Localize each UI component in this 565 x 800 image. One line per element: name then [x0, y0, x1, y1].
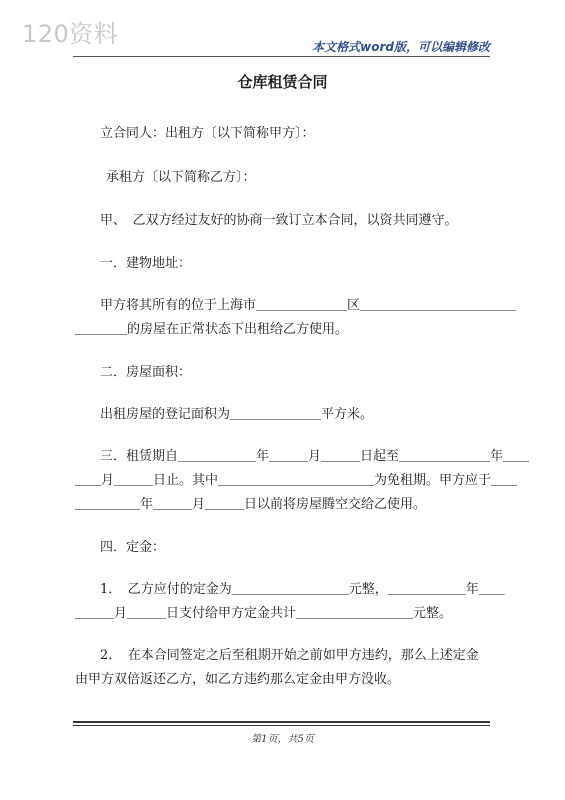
section-heading-area: 二．房屋面积：: [100, 365, 192, 380]
paragraph-term-line2: ＿＿月＿＿＿日止。其中＿＿＿＿＿＿＿＿＿＿＿＿为免租期。甲方应于＿＿: [75, 473, 518, 488]
footer-rule-thin: [73, 725, 490, 726]
paragraph-deposit1-line2: ＿＿＿月＿＿＿日支付给甲方定金共计＿＿＿＿＿＿＿＿＿元整。: [75, 606, 453, 621]
footer-rule-thick: [73, 721, 490, 723]
watermark: 120资料: [22, 20, 119, 48]
section-heading-address: 一．建物地址：: [100, 256, 192, 271]
paragraph-area: 出租房屋的登记面积为＿＿＿＿＿＿＿平方米。: [100, 407, 374, 422]
paragraph-term-line1: 三．租赁期自＿＿＿＿＿＿年＿＿＿月＿＿＿日起至＿＿＿＿＿＿＿年＿＿: [100, 449, 530, 464]
document-title: 仓库租赁合同: [237, 73, 328, 91]
paragraph-deposit2-line2: 由甲方双倍返还乙方，如乙方违约那么定金由甲方没收。: [75, 672, 401, 687]
paragraph-address-line2: ＿＿＿＿的房屋在正常状态下出租给乙方使用。: [75, 322, 349, 337]
paragraph-party-b: 承租方〔以下简称乙方〕：: [106, 170, 256, 185]
paragraph-deposit2-line1: 2． 在本合同签定之后至租期开始之前如甲方违约，那么上述定金: [100, 648, 479, 663]
paragraph-term-line3: ＿＿＿＿＿年＿＿＿月＿＿＿日以前将房屋腾空交给乙使用。: [75, 497, 427, 512]
paragraph-agreement: 甲、 乙双方经过友好的协商一致订立本合同，以资共同遵守。: [100, 213, 458, 228]
header-note: 本文格式word版，可以编辑修改: [312, 40, 490, 54]
paragraph-deposit1-line1: 1． 乙方应付的定金为＿＿＿＿＿＿＿＿＿元整，＿＿＿＿＿＿年＿＿: [100, 582, 505, 597]
paragraph-address-line1: 甲方将其所有的位于上海市＿＿＿＿＿＿＿区＿＿＿＿＿＿＿＿＿＿＿＿: [100, 298, 517, 313]
paragraph-party-a: 立合同人：出租方〔以下简称甲方〕：: [100, 126, 315, 141]
page-number: 第1页，共5页: [251, 734, 314, 745]
section-heading-deposit: 四．定金：: [100, 540, 166, 555]
header-rule: [73, 56, 490, 57]
